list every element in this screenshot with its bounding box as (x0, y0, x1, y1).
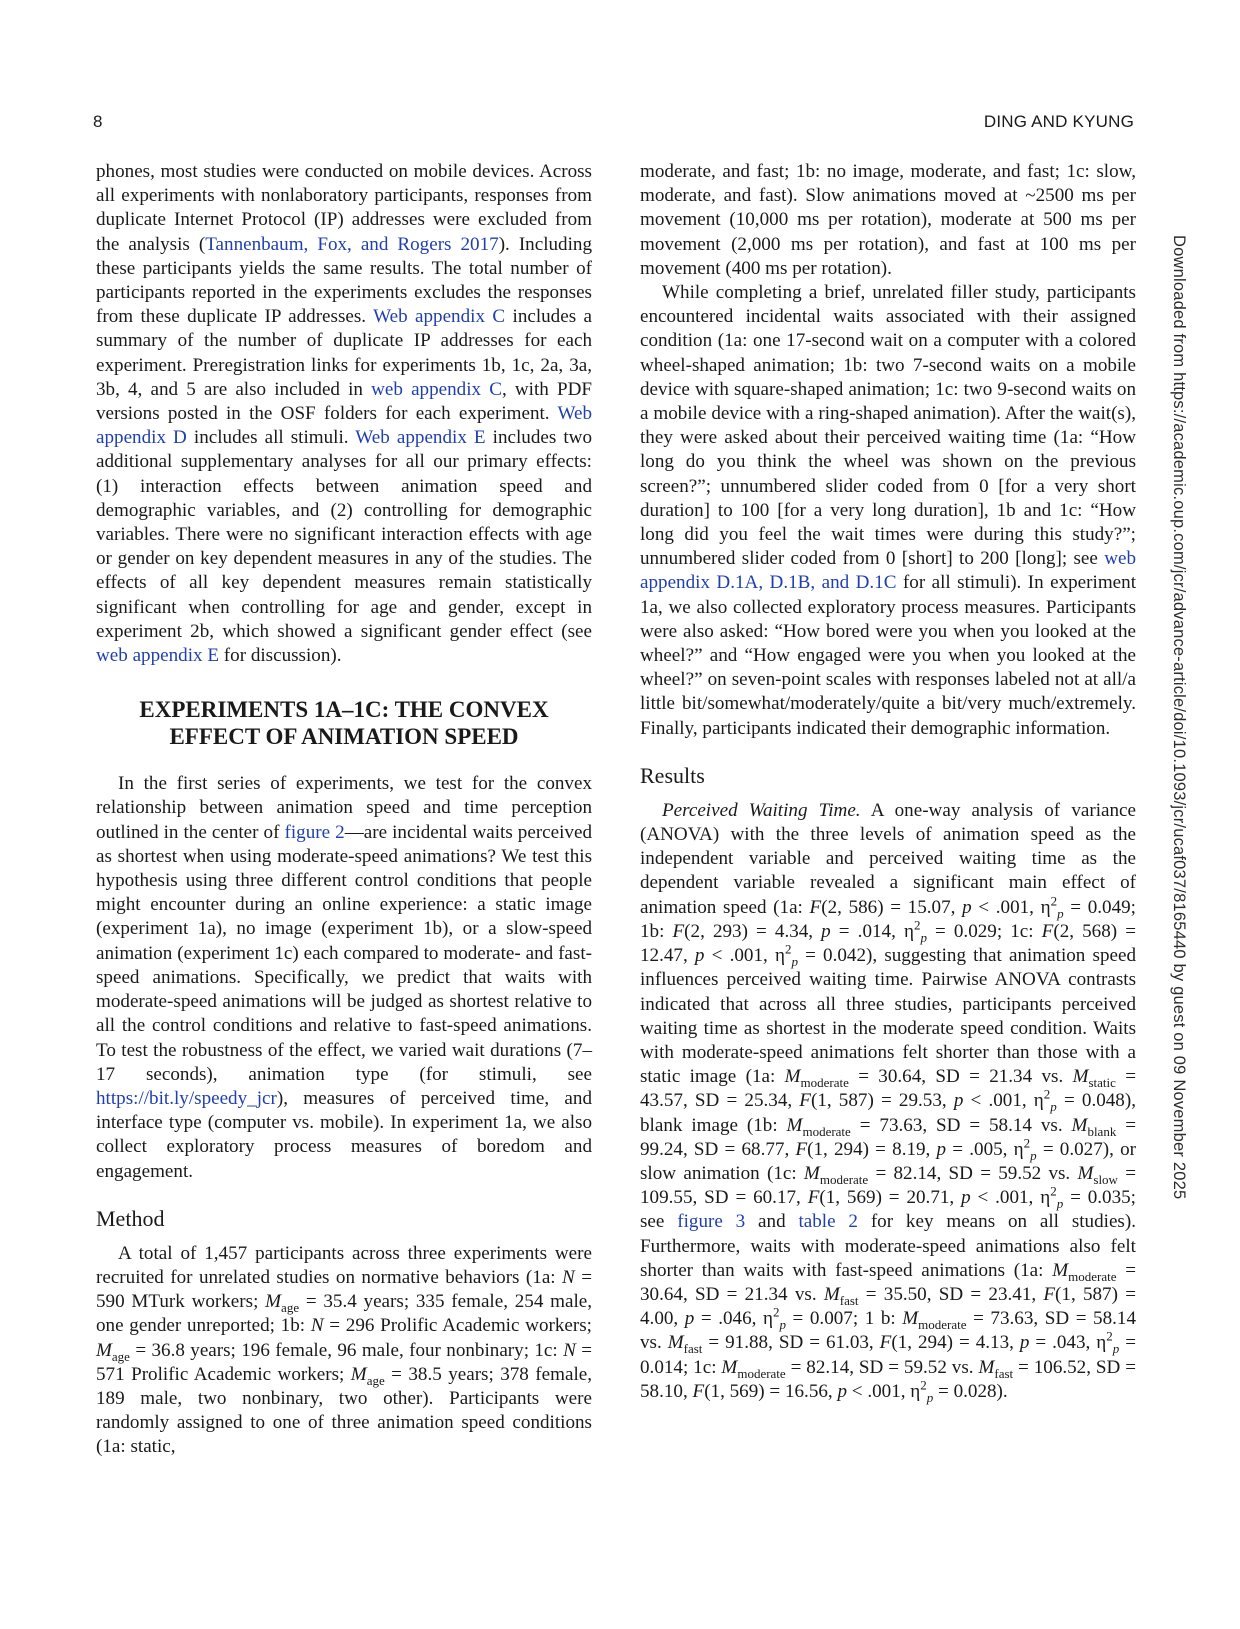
subscript: p (1030, 1147, 1037, 1163)
superscript: 2 (772, 1304, 780, 1320)
section-heading-experiments-1a-1c (96, 696, 592, 750)
text-run: While completing a brief, unrelated filler study, participants encountered incidental waits associated with their assigned condition (1a: one 17-second wait on a computer with a colored wheel-shaped animation; 1b: two 7-second waits on a mobile device with square-shaped animation; 1c: two 9-second waits on a mobile device with a ring-shaped animation). After the wait(s), they were asked about their perceived waiting time (1a: “How long do you think the wheel was shown on the previous screen?”; unnumbered slider coded from 0 [for a very short duration] to 100 [for a very long duration], 1b and 1c: “How long did you feel the wait times were during this study?”; unnumbered slider coded from 0 [short] to 200 [long]; see (640, 282, 1136, 570)
web-appendix-c-link[interactable]: Web appendix C (373, 306, 506, 328)
web-appendix-d-link[interactable]: Web appendix D (96, 403, 592, 449)
text-run: = 0.042), suggesting that animation speed influences perceived waiting time. Pairwise ANOVA contrasts indicated that across all three studies, participants perceived waiting time as shortest in the moderate speed condition. Waits with moderate-speed animations felt shorter than those with a static image (1a: (640, 945, 1136, 1088)
text-run: —are incidental waits perceived as shortest when using moderate-speed animations? We test this hypothesis using three different control conditions that people might encounter during an online experience: a static image (experiment 1a), no image (experiment 1b), or a slow-speed animation (experiment 1c) each compared to moderate- and fast-speed animations. Specifically, we predict that waits with moderate-speed animations will be judged as shortest relative to all the control conditions and relative to fast-speed animations. To test the robustness of the effect, we varied wait durations (7–17 seconds), animation type (for stimuli, see (96, 821, 592, 1085)
text-run: = 82.14, SD = 59.52 vs. (868, 1162, 1078, 1184)
stat-symbol: M (667, 1332, 684, 1354)
stat-symbol: p (936, 1138, 947, 1160)
superscript: 2 (1106, 1328, 1113, 1344)
stat-symbol: F (879, 1332, 892, 1354)
text-run: = 30.64, SD = 21.34 vs. (640, 1259, 1136, 1305)
text-run: = 35.4 years; 335 female, 254 male, one gender unreported; 1b: (96, 1291, 593, 1337)
stat-symbol: p (694, 945, 705, 967)
subscript: p (1050, 1099, 1057, 1115)
web-appendix-e-link-2[interactable]: web appendix E (96, 645, 220, 667)
text-run: = 43.57, SD = 25.34, (640, 1066, 1136, 1112)
section-heading-line-2: EFFECT OF ANIMATION SPEED (169, 724, 519, 750)
text-run: < .001, η (847, 1380, 921, 1402)
stat-symbol: M (265, 1291, 282, 1313)
text-run: = .046, η (694, 1308, 773, 1330)
stat-symbol: M (902, 1308, 919, 1330)
citation-link-tannenbaum[interactable]: Tannenbaum, Fox, and Rogers 2017 (205, 233, 499, 255)
stat-symbol: M (1072, 1066, 1089, 1088)
stat-symbol: M (1071, 1114, 1088, 1136)
text-run: = 0.014; 1c: (640, 1332, 1137, 1378)
text-run: ). Including these participants yields the same results. The total number of participants reported in the experiments excludes the responses from these duplicate IP addresses. (96, 233, 592, 328)
stimuli-url-link[interactable]: https://bit.ly/speedy_jcr (96, 1087, 277, 1109)
subscript: moderate (737, 1365, 786, 1381)
text-run: = 296 Prolific Academic workers; (323, 1315, 592, 1337)
left-column (96, 160, 592, 1460)
text-run: phones, most studies were conducted on mobile devices. Across all experiments with nonlaboratory participants, responses from duplicate Internet Protocol (IP) addresses were excluded from the analysis ( (96, 161, 592, 255)
subscript: fast (994, 1365, 1014, 1381)
subscript: static (1088, 1074, 1116, 1090)
subscript: p (1057, 905, 1064, 921)
superscript: 2 (920, 1377, 927, 1393)
text-run: < .001, η (704, 945, 785, 967)
web-appendix-e-link[interactable]: Web appendix E (355, 427, 486, 449)
text-run: = 0.035; see (640, 1187, 1136, 1233)
text-run: for key means on all studies). Furthermore, waits with moderate-speed animations also felt shorter than waits with fast-speed animations (1a: (640, 1211, 1136, 1281)
stat-symbol: F (809, 896, 822, 918)
subscript: p (791, 953, 798, 969)
text-run: = 571 Prolific Academic workers; (96, 1339, 593, 1385)
subscript: moderate (819, 1171, 869, 1187)
text-run: , with PDF versions posted in the OSF folders for each experiment. (96, 378, 592, 425)
text-run: (1, 294) = 8.19, (807, 1138, 937, 1160)
text-run: includes two additional supplementary analyses for all our primary effects: (1) interaction effects between animation speed and demographic variables, and (2) controlling for demographic variables. There were no significant interaction effects with age or gender on key dependent measures in any of the studies. The effects of all key dependent measures remain statistically significant when controlling for age and gender, except in experiment 2b, which showed a significant gender effect (see (96, 427, 592, 642)
stat-symbol: p (961, 1187, 971, 1209)
text-run: = 82.14, SD = 59.52 vs. (785, 1356, 979, 1378)
paragraph-procedure (640, 281, 1136, 741)
figure-2-link[interactable]: figure 2 (284, 821, 345, 843)
paragraph-conditions: moderate, and fast; 1b: no image, moderate, and fast; 1c: slow, moderate, and fast). Slow animations moved at ~2500 ms per movement (10,000 ms per rotation), moderate at 500 ms per movement (2,000 ms per rotation), and fast at 100 ms per movement (400 ms per rotation). (640, 161, 1136, 279)
subscript: blank (1087, 1123, 1117, 1139)
section-heading-line-1: EXPERIMENTS 1A–1C: THE CONVEX (139, 697, 549, 723)
right-column (640, 160, 1136, 1404)
web-appendix-c-link-2[interactable]: web appendix C (371, 378, 502, 400)
stat-symbol: M (978, 1356, 995, 1378)
superscript: 2 (1023, 1135, 1031, 1151)
text-run: = 0.048), blank image (1b: (640, 1090, 1136, 1136)
text-run: = 109.55, SD = 60.17, (640, 1162, 1136, 1209)
subscript: p (926, 1389, 934, 1405)
text-run: (1, 587) = 4.00, (640, 1283, 1136, 1330)
subheading-perceived-waiting-time: Perceived Waiting Time. (662, 799, 861, 821)
superscript: 2 (913, 917, 921, 933)
subscript: fast (683, 1341, 703, 1357)
subscript: moderate (1068, 1268, 1117, 1284)
superscript: 2 (1050, 1183, 1057, 1199)
text-run: = 0.027), or slow animation (1c: (640, 1138, 1136, 1184)
stat-symbol: M (786, 1114, 803, 1136)
text-run: = 36.8 years; 196 female, 96 male, four nonbinary; 1c: (129, 1339, 564, 1361)
subscript: slow (1093, 1171, 1118, 1187)
text-run: = .014, η (830, 920, 914, 942)
text-run: A one-way analysis of variance (ANOVA) with the three levels of animation speed as the independent variable and perceived waiting time as the dependent variable revealed a significant main effect of animation speed (1a: (640, 799, 1136, 918)
subscript: moderate (802, 1123, 851, 1139)
web-appendix-d1-link[interactable]: web appendix D.1A, D.1B, and D.1C (640, 548, 1136, 594)
text-run: (2, 586) = 15.07, (821, 896, 963, 918)
stat-symbol: p (1019, 1332, 1030, 1354)
stat-symbol: M (1052, 1259, 1069, 1281)
stat-symbol: F (1043, 1283, 1056, 1305)
text-run: = 35.50, SD = 23.41, (858, 1283, 1044, 1305)
stat-symbol: F (672, 920, 685, 942)
text-run: and (745, 1211, 799, 1233)
text-run: < .001, η (963, 1090, 1044, 1112)
stat-symbol: p (962, 896, 972, 918)
text-run: = 73.63, SD = 58.14 vs. (640, 1308, 1137, 1354)
text-run: (2, 293) = 4.34, (684, 920, 822, 942)
text-run: < .001, η (971, 896, 1051, 918)
paragraph-method (96, 1242, 592, 1460)
text-run: = 0.029; 1c: (926, 920, 1042, 942)
text-run: = .005, η (946, 1138, 1024, 1160)
text-run: (1, 294) = 4.13, (891, 1332, 1020, 1354)
subscript: age (281, 1299, 300, 1315)
text-run: = .043, η (1029, 1332, 1107, 1354)
paragraph-intro (96, 772, 592, 1183)
text-run: = 0.028). (933, 1380, 1008, 1402)
stat-symbol: F (692, 1380, 705, 1402)
superscript: 2 (784, 941, 792, 957)
stat-symbol: N (562, 1266, 575, 1288)
stat-symbol: N (563, 1339, 576, 1361)
text-run: = 38.5 years; 378 female, 189 male, two nonbinary, two other). Participants were randomly assigned to one of three animation speed conditions (1a: static, (96, 1363, 592, 1458)
stat-symbol: M (823, 1283, 840, 1305)
text-run: (1, 587) = 29.53, (810, 1090, 954, 1112)
stat-symbol: M (803, 1162, 820, 1184)
text-run: = 99.24, SD = 68.77, (640, 1114, 1136, 1160)
text-run: = 73.63, SD = 58.14 vs. (850, 1114, 1072, 1136)
stat-symbol: F (799, 1090, 811, 1112)
stat-symbol: p (953, 1090, 964, 1112)
stat-symbol: p (821, 920, 831, 942)
stat-symbol: p (684, 1308, 695, 1330)
text-run: ), measures of perceived time, and interface type (computer vs. mobile). In experiment 1a, we also collect exploratory process measures of boredom and engagement. (96, 1087, 592, 1182)
text-run: = 0.007; 1 b: (785, 1308, 903, 1330)
stat-symbol: F (1041, 920, 1054, 942)
stat-symbol: F (795, 1138, 808, 1160)
page-number: 8 (93, 112, 103, 131)
method-heading: Method (96, 1205, 165, 1231)
text-run: (2, 568) = 12.47, (640, 920, 1136, 967)
stat-symbol: M (1077, 1162, 1094, 1184)
text-run: = 106.52, SD = 58.10, (640, 1356, 1136, 1402)
stat-symbol: p (837, 1380, 848, 1402)
download-watermark: Downloaded from https://academic.oup.com/jcr/advance-article/doi/10.1093/jcr/ucaf037/8165440 by guest on 09 November 2025 (1170, 235, 1188, 1200)
subscript: fast (839, 1292, 859, 1308)
subscript: p (1056, 1195, 1064, 1211)
table-2-link[interactable]: table 2 (798, 1211, 858, 1233)
text-run: = 0.049; 1b: (640, 896, 1136, 942)
text-run: In the first series of experiments, we test for the convex relationship between animation speed and time perception outlined in the center of (96, 773, 592, 843)
paragraph-results (640, 799, 1136, 1404)
figure-3-link[interactable]: figure 3 (677, 1211, 746, 1233)
text-run: A total of 1,457 participants across three experiments were recruited for unrelated studies on normative behaviors (1a: (96, 1242, 592, 1288)
stat-symbol: M (350, 1363, 367, 1385)
stat-symbol: M (96, 1339, 112, 1361)
subscript: age (366, 1372, 385, 1388)
results-heading: Results (640, 762, 705, 788)
text-run: includes all stimuli. (186, 427, 356, 449)
stat-symbol: M (784, 1066, 801, 1088)
stat-symbol: N (310, 1315, 324, 1337)
text-run: = 30.64, SD = 21.34 vs. (848, 1066, 1073, 1088)
text-run: for all stimuli). In experiment 1a, we also collected exploratory process measures. Participants were also asked: “How bored were you when you looked at the wheel?” and “How engaged were you when you looked at the wheel?” on seven-point scales with responses labeled not at all/a little bit/somewhat/moderately/quite a bit/very much/extremely. Finally, participants indicated their demographic information. (640, 572, 1136, 739)
subscript: p (920, 929, 927, 945)
text-run: = 91.88, SD = 61.03, (702, 1332, 880, 1354)
subscript: moderate (918, 1316, 967, 1332)
paragraph-participants-exclusions (96, 160, 592, 668)
subscript: moderate (800, 1074, 849, 1090)
subscript: p (1112, 1341, 1120, 1357)
superscript: 2 (1050, 893, 1058, 909)
running-head: DING AND KYUNG (983, 112, 1134, 131)
text-run: = 590 MTurk workers; (96, 1266, 592, 1313)
text-run: for discussion). (219, 645, 342, 667)
text-run: (1, 569) = 16.56, (704, 1380, 838, 1402)
stat-symbol: F (807, 1187, 820, 1209)
text-run: < .001, η (970, 1187, 1051, 1209)
subscript: p (779, 1316, 786, 1332)
text-run: includes a summary of the number of duplicate IP addresses for each experiment. Preregistration links for experiments 1b, 1c, 2a, 3a, 3b, 4, and 5 are also included in (96, 306, 592, 400)
superscript: 2 (1043, 1086, 1051, 1102)
text-run: (1, 569) = 20.71, (819, 1187, 962, 1209)
subscript: age (111, 1348, 130, 1364)
stat-symbol: M (721, 1356, 738, 1378)
